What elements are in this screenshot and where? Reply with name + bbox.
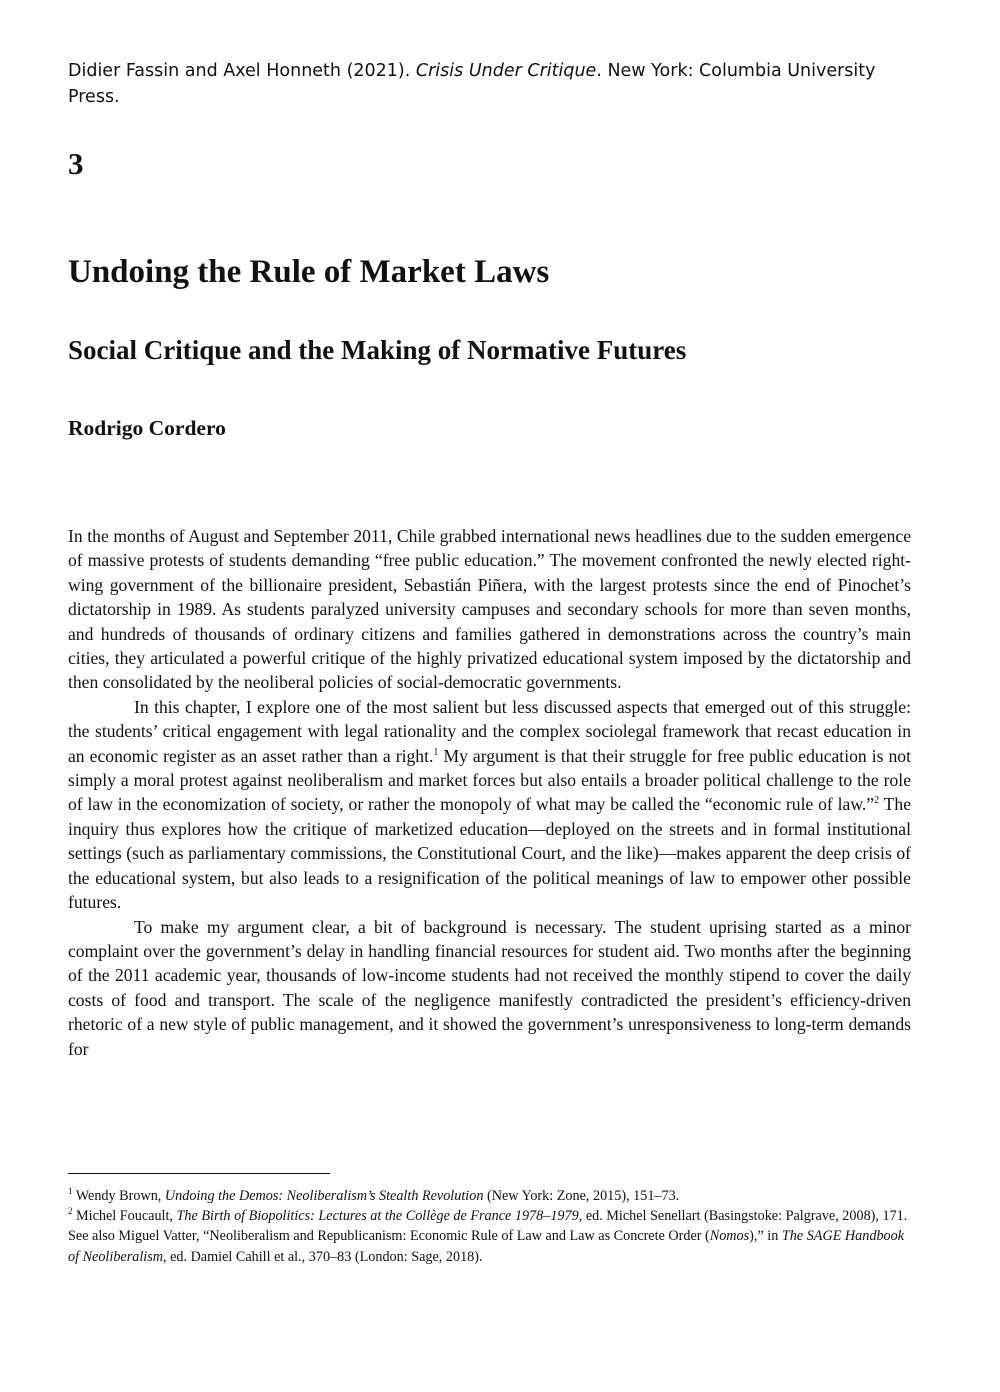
- footnote-2: [68, 1206, 911, 1267]
- footnote-2-marker: 2: [68, 1206, 73, 1217]
- footnote-2-title: The Birth of Biopolitics: Lectures at the Collège de France 1978–1979: [176, 1208, 579, 1225]
- footnote-2-handbook-title: The SAGE Handbook of Neoliberalism: [68, 1228, 905, 1265]
- chapter-title: Undoing the Rule of Market Laws: [68, 254, 550, 290]
- citation-authors-year: Didier Fassin and Axel Honneth (2021).: [68, 61, 416, 81]
- source-citation: [68, 58, 928, 110]
- footnote-1: [68, 1186, 911, 1206]
- chapter-author: Rodrigo Cordero: [68, 416, 226, 440]
- footnote-1-marker: 1: [68, 1186, 73, 1196]
- citation-book-title: Crisis Under Critique: [415, 61, 597, 81]
- footnote-2-details-3: , ed. Damiel Cahill et al., 370–83 (London: Sage, 2018).: [162, 1248, 483, 1265]
- chapter-subtitle: Social Critique and the Making of Normative Futures: [68, 335, 687, 365]
- footnote-2-details-2: ),” in: [749, 1228, 782, 1245]
- footnote-ref-1[interactable]: 1: [433, 746, 439, 758]
- footnote-divider: [68, 1173, 330, 1174]
- footnote-1-title: Undoing the Demos: Neoliberalism’s Stealth Revolution: [164, 1188, 484, 1204]
- footnote-ref-2[interactable]: 2: [874, 795, 880, 807]
- footnotes: [68, 1186, 911, 1267]
- paragraph-1: In the months of August and September 2011, Chile grabbed international news headlines due to the sudden emergence of massive protests of students demanding “free public education.” The movement confronted the newly elected right-wing government of the billionaire president, Sebastián Piñera, with the largest protests since the end of Pinochet’s dictatorship in 1989. As students paralyzed university campuses and secondary schools for more than seven months, and hundreds of thousands of ordinary citizens and families gathered in demonstrations across the country’s main cities, they articulated a powerful critique of the highly privatized educational system imposed by the dictatorship and then consolidated by the neoliberal policies of social-democratic governments.: [68, 526, 911, 693]
- paragraph-2-part-a: In this chapter, I explore one of the most salient but less discussed aspects that emerged out of this struggle: the students’ critical engagement with legal rationality and the complex sociolegal framework that recast education in an economic register as an asset rather than a right.: [68, 696, 911, 766]
- footnote-1-details: (New York: Zone, 2015), 151–73.: [483, 1188, 680, 1204]
- citation-publisher: . New York: Columbia University Press.: [68, 61, 876, 107]
- paragraph-2-part-c: The inquiry thus explores how the critique of marketized education—deployed on the streets and in formal institutional settings (such as parliamentary commissions, the Constitutional Court, and the like)—makes apparent the deep crisis of the educational system, but also leads to a resignification of the political meanings of law to empower other possible futures.: [68, 794, 911, 913]
- body-text: [68, 524, 911, 1061]
- paragraph-3: To make my argument clear, a bit of background is necessary. The student uprising started as a minor complaint over the government’s delay in handling financial resources for student aid. Two months after the beginning of the 2011 academic year, thousands of low-income students had not received the monthly stipend to cover the daily costs of food and transport. The scale of the negligence manifestly contradicted the president’s efficiency-driven rhetoric of a new style of public management, and it showed the government’s unresponsiveness to long-term demands for: [68, 916, 911, 1059]
- footnote-2-author: Michel Foucault,: [72, 1208, 177, 1225]
- paragraph-2: [68, 695, 911, 915]
- footnote-2-details: , ed. Michel Senellart (Basingstoke: Palgrave, 2008), 171. See also Miguel Vatter, “Neoliberalism and Republicanism: Economic Rule of Law and Law as Concrete Order (: [68, 1208, 908, 1245]
- footnote-2-nomos: Nomos: [709, 1228, 750, 1245]
- footnote-1-author: Wendy Brown,: [72, 1188, 165, 1204]
- paragraph-2-part-b: My argument is that their struggle for free public education is not simply a moral protest against neoliberalism and market forces but also entails a broader political challenge to the role of law in the economization of society, or rather the monopoly of what may be called the “economic rule of law.”: [68, 745, 911, 815]
- chapter-number: 3: [68, 146, 84, 181]
